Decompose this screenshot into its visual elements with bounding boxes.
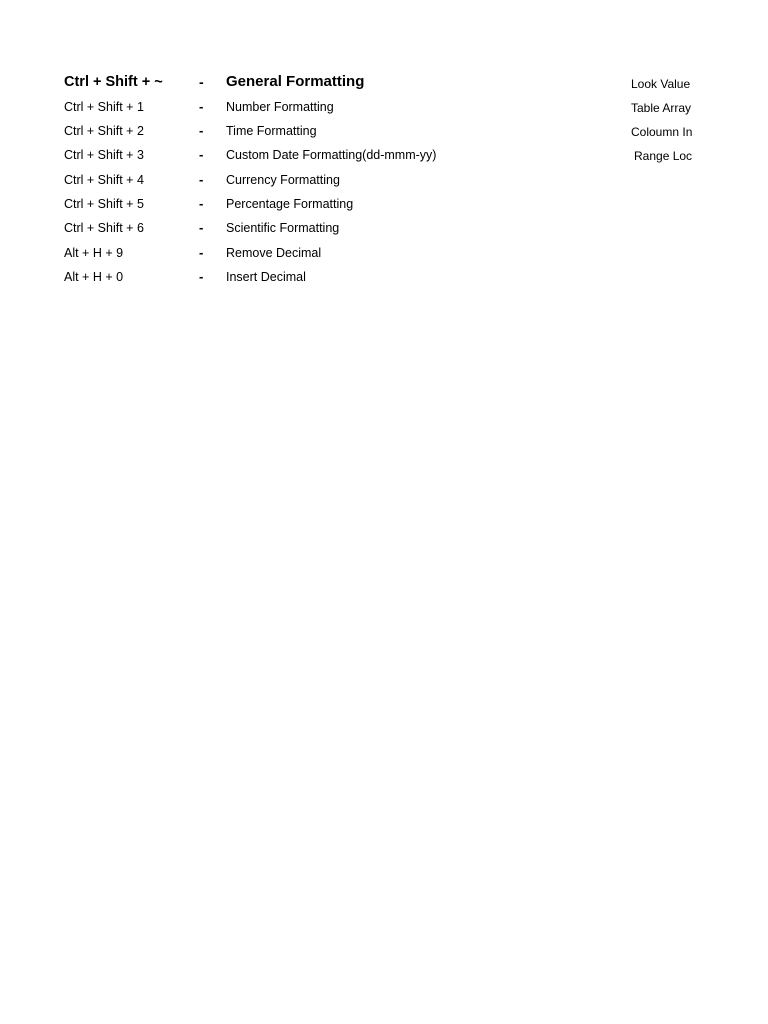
shortcut-row-insert-decimal (0, 267, 768, 291)
shortcut-row-percentage (0, 194, 768, 218)
shortcut-description: Percentage Formatting (226, 197, 354, 211)
shortcut-row-remove-decimal (0, 243, 768, 267)
side-label-range-lookup: Range Loc (634, 149, 693, 163)
side-label-column-index: Coloumn In (631, 125, 693, 139)
shortcut-row-scientific (0, 218, 768, 242)
shortcut-description: General Formatting (226, 73, 365, 90)
separator-dash: - (199, 172, 204, 187)
shortcut-keys: Ctrl + Shift + 3 (64, 148, 144, 162)
separator-dash: - (199, 245, 204, 260)
separator-dash: - (199, 99, 204, 114)
shortcut-keys: Alt + H + 9 (64, 246, 124, 260)
separator-dash: - (199, 123, 204, 138)
shortcut-keys: Alt + H + 0 (64, 270, 124, 284)
shortcut-keys: Ctrl + Shift + 1 (64, 100, 144, 114)
shortcut-description: Custom Date Formatting(dd-mmm-yy) (226, 148, 437, 162)
shortcut-description: Insert Decimal (226, 270, 306, 284)
separator-dash: - (199, 196, 204, 211)
shortcut-description: Scientific Formatting (226, 221, 340, 235)
separator-dash: - (199, 74, 204, 90)
separator-dash: - (199, 147, 204, 162)
separator-dash: - (199, 220, 204, 235)
shortcut-description: Currency Formatting (226, 173, 340, 187)
shortcut-keys: Ctrl + Shift + 4 (64, 173, 144, 187)
side-label-table-array: Table Array (631, 101, 692, 115)
shortcut-row-currency (0, 170, 768, 194)
shortcut-keys: Ctrl + Shift + 2 (64, 124, 144, 138)
shortcut-description: Remove Decimal (226, 246, 322, 260)
shortcut-description: Number Formatting (226, 100, 334, 114)
shortcut-keys: Ctrl + Shift + 5 (64, 197, 144, 211)
separator-dash: - (199, 269, 204, 284)
shortcut-keys: Ctrl + Shift + ~ (64, 74, 163, 90)
side-label-look-value: Look Value (631, 77, 691, 91)
shortcut-keys: Ctrl + Shift + 6 (64, 221, 144, 235)
shortcut-description: Time Formatting (226, 124, 317, 138)
